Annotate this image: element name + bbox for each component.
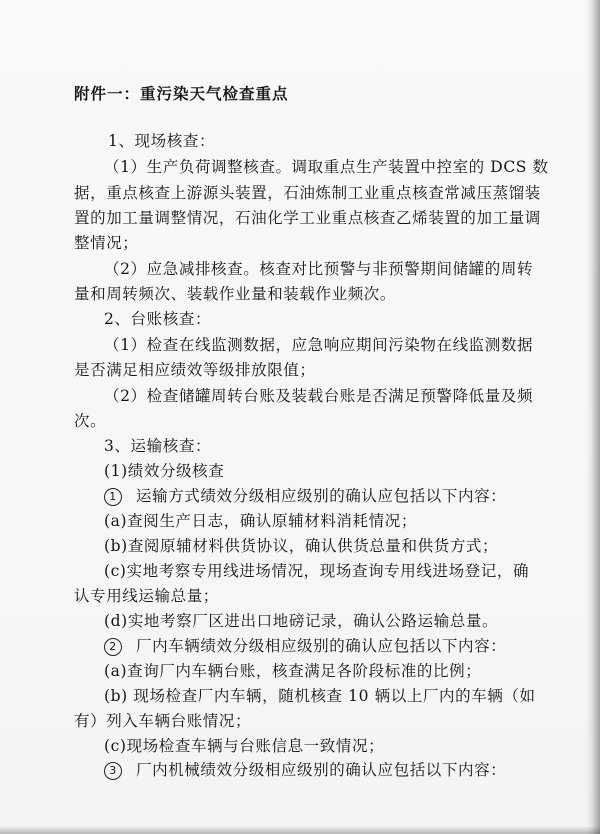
paragraph-line: (b) 现场检查厂内车辆，随机核查 10 辆以上厂内的车辆（如 [104, 687, 536, 705]
paragraph-line: 置的加工量调整情况，石油化学工业重点核查乙烯装置的加工量调 [74, 209, 541, 227]
paragraph-line: (c)实地考察专用线进场情况，现场查询专用线进场登记，确 [104, 562, 530, 580]
paragraph-line: 认专用线运输总量； [74, 587, 219, 605]
scan-shadow-right [586, 0, 600, 834]
circled-number-2: 2 [104, 638, 122, 656]
paragraph-line: 据，重点核查上游源头装置，石油炼制工业重点核查常减压蒸馏装 [74, 184, 541, 202]
section-2-heading: 2、台账核查： [104, 310, 212, 328]
paragraph-line: 是否满足相应绩效等级排放限值； [74, 361, 316, 379]
paragraph-line: (b)查阅原辅材料供货协议，确认供货总量和供货方式； [104, 537, 499, 555]
paragraph-line: 次。 [74, 412, 107, 430]
list-item [104, 636, 506, 656]
paragraph-line: 有）列入车辆台账情况； [74, 712, 252, 730]
paragraph-line: 量和周转频次、装载作业量和装载作业频次。 [74, 285, 397, 303]
list-item-text: 厂内车辆绩效分级相应级别的确认应包括以下内容： [136, 637, 507, 655]
list-item-text: 运输方式绩效分级相应级别的确认应包括以下内容： [136, 487, 507, 505]
paragraph-line: 整情况； [74, 234, 139, 252]
paragraph-line: (a)查询厂内车辆台账，核查满足各阶段标准的比例； [104, 662, 482, 680]
paragraph-line: （1）生产负荷调整核查。调取重点生产装置中控室的 DCS 数 [104, 158, 549, 176]
list-item-text: 厂内机械绩效分级相应级别的确认应包括以下内容： [136, 761, 507, 779]
section-1-heading: 1、现场核查： [108, 132, 216, 150]
scan-shadow-bottom [0, 826, 600, 834]
list-item [104, 760, 506, 780]
paragraph-line: (a)查阅生产日志，确认原辅材料消耗情况； [104, 512, 417, 530]
paragraph-line: (d)实地考察厂区进出口地磅记录，确认公路运输总量。 [104, 612, 499, 630]
list-item [104, 486, 506, 506]
page-title: 附件一：重污染天气检查重点 [74, 84, 289, 103]
circled-number-3: 3 [104, 762, 122, 780]
paragraph-line: （2）检查储罐周转台账及装载台账是否满足预警降低量及频 [104, 387, 534, 405]
paragraph-line: (c)现场检查车辆与台账信息一致情况； [104, 737, 385, 755]
subsection-heading: (1)绩效分级核查 [104, 462, 225, 480]
paragraph-line: （2）应急减排核查。核查对比预警与非预警期间储罐的周转 [104, 260, 534, 278]
circled-number-1: 1 [104, 488, 122, 506]
paragraph-line: （1）检查在线监测数据，应急响应期间污染物在线监测数据 [104, 336, 534, 354]
section-3-heading: 3、运输核查： [104, 437, 212, 455]
